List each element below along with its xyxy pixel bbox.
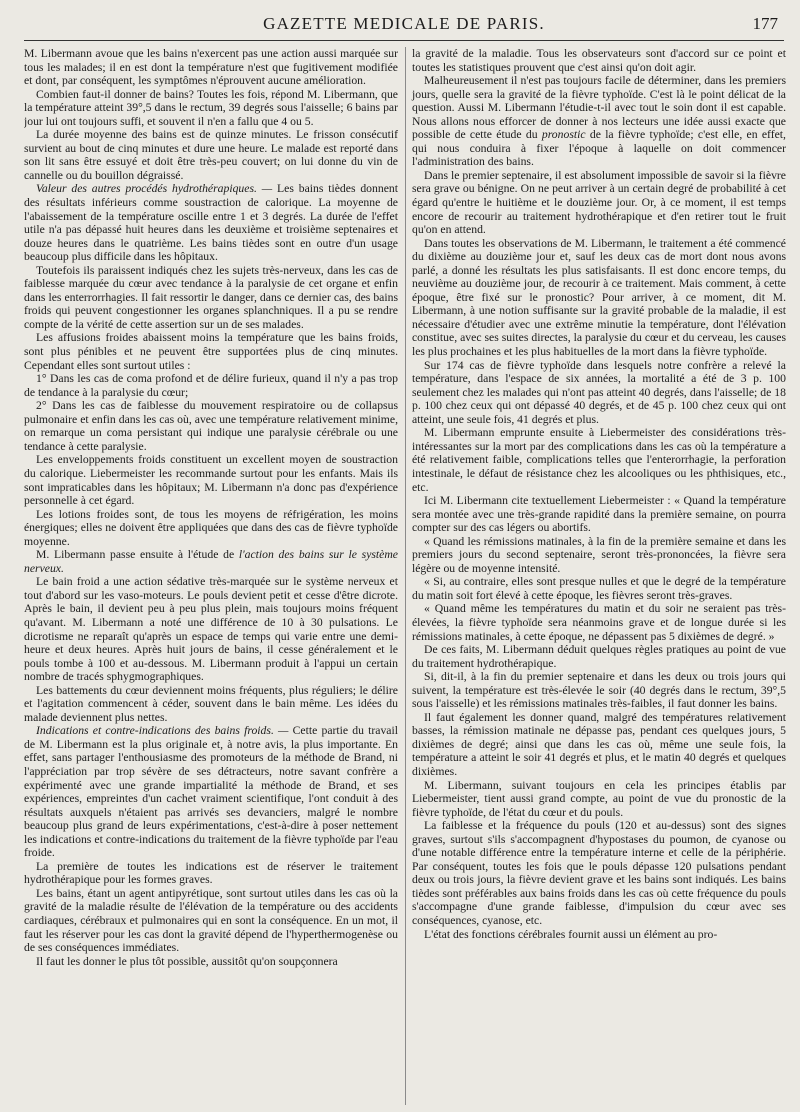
paragraph-text: M. Libermann passe ensuite à l'étude de [36,548,239,562]
paragraph-text: Toutefois ils paraissent indiqués chez les sujets très-nerveux, dans les cas de faiblesse marquée du cœur avec tendance à la paralysie de cet organe et enfin dans les enterrorrhagies. Il fait ressortir le danger, dans ce dernier cas, des bains froids qui peuvent congestionner les organes splanchniques. Il a pu se rendre compte de la vérité de cette assertion sur un de ses malades. [24,263,398,331]
column-divider [405,47,406,1105]
paragraph [24,724,398,859]
paragraph-text: L'état des fonctions cérébrales fournit aussi un élément au pro- [424,927,718,941]
paragraph-text: « Quand même les températures du matin et du soir ne seraient pas très-élevées, la fièvre typhoïde sera néanmoins grave et de longue durée si les rémissions matinales, à cette époque, ne dépassent pas 5 dixièmes de degré. » [412,602,786,643]
paragraph-text: Ici M. Libermann cite textuellement Liebermeister : « Quand la température sera montée avec une très-grande rapidité dans la première semaine, on pourra compter sur des cas légers ou abortifs. [412,494,786,535]
section-heading: Valeur des autres procédés hydrothérapiques. — [36,182,273,196]
text-columns [24,47,786,1105]
paragraph-text: Le bain froid a une action sédative très-marquée sur le système nerveux et tout d'abord sur les vaso-moteurs. Le pouls devient petit et cesse d'être dicrote. Après le bain, il devient peu à peu plus plein, mais toujours moins fréquent qu'avant. M. Libermann a noté une différence de 10 à 30 pulsations. Le dicrotisme ne reparaît qu'après un espace de temps qui varie entre une demi-heure et deux heures. Après huit jours de bains, il cesse généralement et le pouls tombe à 100 et au-dessous. M. Libermann produit à l'appui un certain nombre de tracés sphygmographiques. [24,575,398,684]
paragraph-text: Combien faut-il donner de bains? Toutes les fois, répond M. Libermann, que la température atteint 39°,5 dans le rectum, 39 degrés sous l'aisselle; 6 bains par jour lui ont toujours suffi, et souvent il n'en a fallu que 4 ou 5. [24,87,398,128]
paragraph-text: Les bains tièdes donnent des résultats inférieurs comme soustraction de calorique. La moyenne de l'abaissement de la température oscille entre 1 et 3 degrés. La durée de l'effet utile n'a pas dépassé huit heures dans les deuxième et troisième septenaires et douze heures dans le quatrième. Les bains tièdes sont en outre d'un usage beaucoup plus difficile dans les hôpitaux. [24,182,398,264]
paragraph-text: Il faut les donner le plus tôt possible, aussitôt qu'on soupçonnera [36,954,338,968]
paragraph [24,399,398,453]
paragraph-text: M. Libermann avoue que les bains n'exercent pas une action aussi marquée sur tous les malades; il en est dont la température n'est que fugitivement modifiée et dont, par conséquent, les symptômes n'éprouvent aucune amélioration. [24,47,398,88]
paragraph-text: « Quand les rémissions matinales, à la fin de la première semaine et dans les premiers jours du second septenaire, seront très-prononcées, la fièvre sera légère ou de moyenne intensité. [412,534,786,575]
paragraph-text: M. Libermann emprunte ensuite à Liebermeister des considérations très-intéressantes sur la mort par des complications dans les cas où la température a été relativement faible, complications telles que l'enterorrhagie, la perforation intestinale, le défaut de résistance chez les alcooliques ou les phthisiques, etc., etc. [412,426,786,494]
paragraph-text: De ces faits, M. Libermann déduit quelques règles pratiques au point de vue du traitement hydrothérapique. [412,643,786,670]
paragraph-text: Les bains, étant un agent antipyrétique, sont surtout utiles dans les cas où la gravité de la maladie résulte de l'élévation de la température ou des accidents cardiaques, cérébraux et pulmonaires qui en sont la conséquence. En un mot, il faut les réserver pour les cas dont la gravité dépend de l'hyperthermogenèse ou de ses conséquences immédiates. [24,886,398,955]
header-rule [24,40,784,41]
paragraph [24,684,398,725]
right-column [412,47,786,1105]
paragraph-text: M. Libermann, suivant toujours en cela les principes établis par Liebermeister, tient aussi grand compte, au point de vue du pronostic de la fièvre typhoïde, de l'état du cœur et du pouls. [412,778,786,819]
left-column [24,47,398,1105]
page-number: 177 [752,14,778,33]
paragraph-text: 1° Dans les cas de coma profond et de délire furieux, quand il n'y a pas trop de tendance à la paralysie du cœur; [24,372,398,399]
journal-title: GAZETTE MEDICALE DE PARIS. [263,14,545,33]
paragraph-text: Cette partie du travail de M. Libermann est la plus originale et, à notre avis, la plus importante. En effet, sans partager l'enthousiasme des promoteurs de la méthode de Brand, ni l'appréciation par trop sévère de ses détracteurs, notre savant confrère a expérimenté avec une grande impartialité la méthode de Brand, et ses expériences, empreintes d'un cachet vraiment scientifique, l'ont conduit à des résultats auxquels n'étaient pas arrivés ses devanciers, malgré le nombre beaucoup plus grand de leurs expérimentations, c'est-à-dire à poser nettement les indications et contre-indications du traitement de la fièvre typhoïde par l'eau froide. [24,724,398,860]
paragraph [412,359,786,427]
paragraph-text: La durée moyenne des bains est de quinze minutes. Le frisson consécutif survient au bout de cinq minutes et dure une heure. Le malade est reporté dans son lit sans être essuyé et doit être très-peu couvert; on lui donne du vin de cannelle ou du bouillon dégraissé. [24,128,398,182]
paragraph [412,535,786,576]
paragraph [412,779,786,820]
emphasis-text: pronostic [541,128,586,142]
paragraph-text: Les affusions froides abaissent moins la température que les bains froids, sont plus pénibles et ne peuvent être supportées plus de cinq minutes. Cependant elles sont surtout utiles : [24,331,398,372]
paragraph-text: « Si, au contraire, elles sont presque nulles et que le degré de la température du matin soit fort élevé à cette époque, les fièvres seront très-graves. [412,575,786,602]
paragraph-text: de la fièvre typhoïde; c'est elle, en effet, qui nous conduira à fixer l'époque à laquelle on doit commencer l'administration des bains. [412,128,786,169]
paragraph [24,372,398,399]
paragraph [412,711,786,779]
paragraph-text: Malheureusement il n'est pas toujours facile de déterminer, dans les premiers jours, quelle sera la gravité de la fièvre typhoïde. C'est là le point délicat de la question. Aussi M. Libermann l'étudie-t-il avec tout le soin dont il est capable. Nous allons nous efforcer de donner à nos lecteurs une idée aussi exacte que possible de cette étude du [412,74,786,142]
paragraph [24,264,398,332]
paragraph-text: Les enveloppements froids constituent un excellent moyen de soustraction du calorique. Liebermeister les recommande surtout pour les enfants. Mais ils sont impraticables dans les hôpitaux; M. Libermann n'a donc pas d'expérience personnelle à cet égard. [24,453,398,508]
section-heading: Indications et contre-indications des bains froids. — [36,724,289,738]
paragraph [24,548,398,575]
paragraph [24,508,398,549]
paragraph-text: La première de toutes les indications est de réserver le traitement hydrothérapique pour les formes graves. [24,859,398,887]
paragraph-text: La faiblesse et la fréquence du pouls (120 et au-dessus) sont des signes graves, surtout s'ils s'accompagnent d'hypostases du poumon, de cyanose ou d'une notable différence entre la température interne et celle de la périphérie. Par conséquent, toutes les fois que le pouls dépasse 120 pulsations pendant deux ou trois jours, la fièvre devient grave et les bains sont indiqués. Les bains tièdes sont préférables aux bains froids dans les cas où cette fréquence du pouls s'accompagne d'une grande faiblesse, d'impulsion du cœur avec ses conséquences, cyanose, etc. [412,819,786,927]
paragraph [412,169,786,237]
paragraph [412,237,786,359]
paragraph-text: Dans le premier septenaire, il est absolument impossible de savoir si la fièvre sera grave ou bénigne. On ne peut arriver à un certain degré de probabilité à cet égard qu'entre le huitième et le douzième jour. Or, à ce moment, il est temps encore de recourir au traitement hydrothérapique et d'en retirer tout le fruit qu'on en attend. [412,168,786,237]
paragraph-text: Il faut également les donner quand, malgré des températures relativement basses, la rémission matinale ne dépasse pas, pendant ces quelques jours, 5 dixièmes de degré; ainsi que dans les cas où, même une seule fois, la température a atteint le soir 41 degrés et plus, et le matin 40 degrés et quelques dixièmes. [412,710,786,778]
paragraph [24,331,398,372]
paragraph [412,47,786,74]
paragraph [24,88,398,129]
paragraph [24,955,398,969]
paragraph [412,602,786,643]
paragraph-text: Sur 174 cas de fièvre typhoïde dans lesquels notre confrère a relevé la température, dans l'espace de six années, la mortalité a été de 3 p. 100 seulement chez les malades qui n'ont pas atteint 40 degrés, dans l'aisselle; de 18 p. 100 chez ceux qui ont dépassé 40 degrés, et de 45 p. 100 chez ceux qui ont atteint, une seule fois, 41 degrés et plus. [412,358,786,426]
paragraph-text: 2° Dans les cas de faiblesse du mouvement respiratoire ou de collapsus pulmonaire et enfin dans les cas où, avec une température relativement minime, on remarque un coma persistant qui indique une paralysie cérébrale ou une tendance à cette paralysie. [24,399,398,453]
page-header [30,14,778,42]
paragraph [412,74,786,169]
paragraph-text: Les lotions froides sont, de tous les moyens de réfrigération, les moins énergiques; elles ne doivent être appliquées que dans des cas de fièvre typhoïde moyenne. [24,507,398,548]
paragraph [24,887,398,955]
paragraph [24,47,398,88]
paragraph [412,819,786,927]
emphasis-text: l'action des bains sur le système nerveux. [24,548,398,575]
paragraph-text: Les battements du cœur deviennent moins fréquents, plus réguliers; le délire et l'agitation commencent à céder, souvent dans le bain même. Les idées du malade deviennent plus nettes. [24,683,398,724]
paragraph [412,494,786,535]
paragraph-text: Si, dit-il, à la fin du premier septenaire et dans les deux ou trois jours qui suivent, la température est très-élevée le soir (40 degrés dans le rectum, 39°,5 sous l'aisselle) et les rémissions matinales très-faibles, il faut donner les bains. [412,670,786,711]
paragraph [412,928,786,942]
paragraph-text: Dans toutes les observations de M. Libermann, le traitement a été commencé du dixième au douzième jour et, sauf les deux cas de mort dont nous avons parlé, a donné les résultats les plus satisfaisants. Il est donc encore temps, du neuvième au douzième jour, de recourir à ce traitement. Mais comment, à cette époque, être fixé sur le pronostic? Pour arriver, à ce moment, dit M. Libermann, à une notion suffisante sur la gravité probable de la maladie, il est nécessaire d'étudier avec une extrême minutie la température, dont l'élévation constitue, avec ses suites directes, la paralysie du cœur et du cerveau, les causes les plus prochaines et les plus habituelles de la mort dans la fièvre typhoïde. [412,236,786,359]
paragraph [412,670,786,711]
paragraph [412,643,786,670]
paragraph [412,575,786,602]
paragraph [24,182,398,263]
paragraph-text: la gravité de la maladie. Tous les observateurs sont d'accord sur ce point et toutes les statistiques prouvent que c'est ainsi qu'on doit agir. [412,47,786,74]
paragraph [24,453,398,507]
paragraph [24,860,398,887]
paragraph [24,128,398,182]
paragraph [412,426,786,494]
paragraph [24,575,398,683]
